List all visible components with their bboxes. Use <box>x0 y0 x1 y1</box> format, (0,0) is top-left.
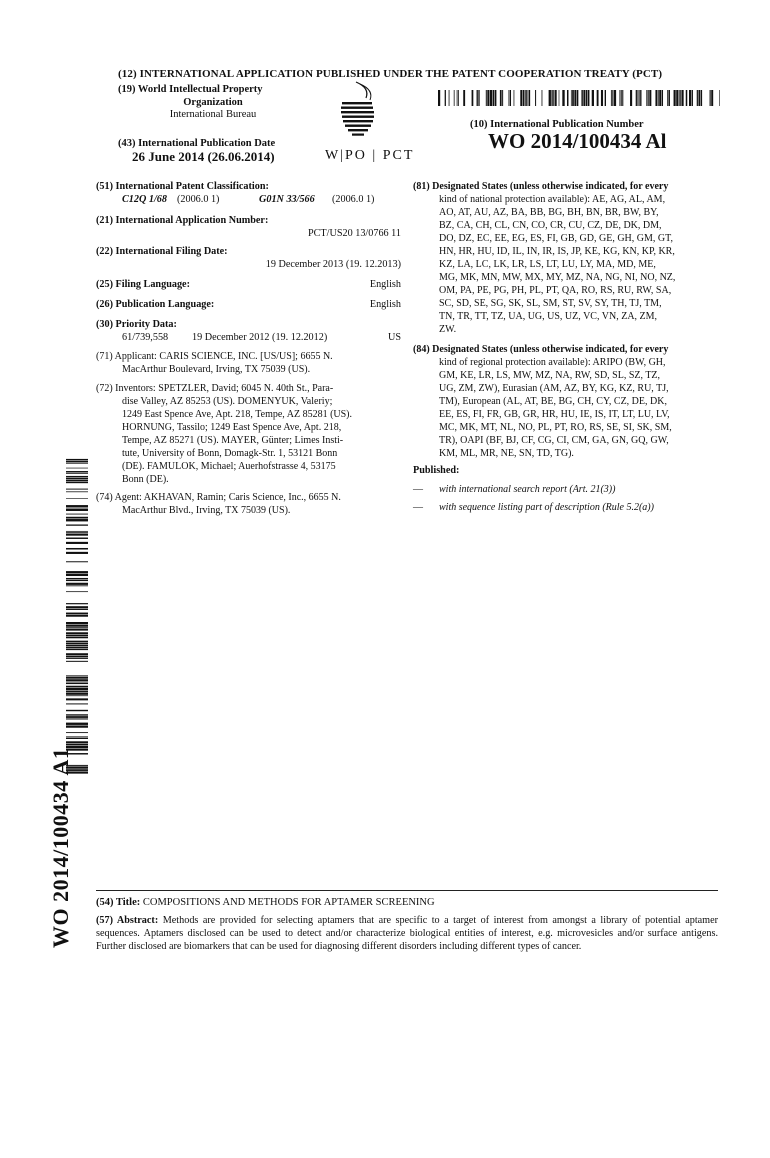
ipc-code-2: G01N 33/566 <box>259 194 315 205</box>
states-81-line: ZW. <box>439 324 457 335</box>
office-block <box>118 84 308 122</box>
side-publication-number-text: WO 2014/100434 A1 <box>48 747 73 948</box>
publication-date-label: (43) International Publication Date <box>118 138 276 149</box>
application-number: PCT/US20 13/0766 11 <box>307 228 401 240</box>
inventors-line: dise Valley, AZ 85253 (US). DOMENYUK, Valeriy; <box>122 396 333 407</box>
filing-date-label: (22) International Filing Date: <box>96 246 228 257</box>
barcode-icon <box>438 90 720 106</box>
published-dash: — <box>413 484 423 496</box>
states-81-line: SC, SD, SE, SG, SK, SL, SM, ST, SV, SY, TH, TJ, TM, <box>439 298 662 309</box>
ipc-code-1: C12Q 1/68 <box>122 194 167 205</box>
inventors-section <box>96 382 401 491</box>
states-84-line: TM), European (AL, AT, BE, BG, CH, CY, CZ, DE, DK, <box>439 396 667 407</box>
states-81-line: BZ, CA, CH, CL, CN, CO, CR, CU, CZ, DE, DK, DM, <box>439 220 662 231</box>
states-81-line: DO, DZ, EC, EE, EG, ES, FI, GB, GD, GE, GH, GM, GT, <box>439 233 673 244</box>
priority-date: 19 December 2012 (19. 12.2012) <box>192 332 328 343</box>
application-number-label: (21) International Application Number: <box>96 215 269 226</box>
inventors-line: 1249 East Spence Ave, Apt. 218, Tempe, AZ 85281 (US). <box>122 409 353 420</box>
priority-number: 61/739,558 <box>122 332 169 343</box>
published-item <box>413 483 717 496</box>
application-number-section <box>96 214 401 245</box>
published-dash: — <box>413 502 423 514</box>
filing-date: 19 December 2013 (19. 12.2013) <box>265 259 401 271</box>
inventors-line: tute, University of Bonn, Domagk-Str. 1, 53121 Bonn <box>122 448 338 459</box>
filing-language: English <box>369 279 401 290</box>
side-publication-number <box>48 747 96 1158</box>
publication-language-section <box>96 298 401 318</box>
ipc-section <box>96 180 401 214</box>
priority-label: (30) Priority Data: <box>96 319 177 330</box>
abstract-text: Methods are provided for selecting aptamers that are specific to a target of interest from amongst a library of potential aptamer sequences. Aptamers disclosed can be used to detect and/or characterize biological entities of interest, e.g. microvesicles and/or surface antigens. Further disclosed are biomarkers that can be used for diagnosing different disorders including different types of cancer. <box>96 915 719 952</box>
inventors-line: (DE). FAMULOK, Michael; Auerhofstrasse 4, 53175 <box>122 461 336 472</box>
published-label: Published: <box>413 465 460 476</box>
states-81-line: MG, MK, MN, MW, MX, MY, MZ, NA, NG, NI, NO, NZ, <box>439 272 676 283</box>
states-84-line: EE, ES, FI, FR, GB, GR, HR, HU, IE, IS, IT, LT, LU, LV, <box>439 409 670 420</box>
states-84-line: (84) Designated States (unless otherwise indicated, for every <box>413 344 669 355</box>
agent-line: (74) Agent: AKHAVAN, Ramin; Caris Science, Inc., 6655 N. <box>96 492 341 503</box>
states-84-line: kind of regional protection available): ARIPO (BW, GH, <box>439 357 666 368</box>
inventors-line: Tempe, AZ 85271 (US). MAYER, Günter; Limes Insti- <box>122 435 344 446</box>
filing-date-section <box>96 245 401 278</box>
wipo-logo-icon <box>336 80 386 142</box>
designated-states-81 <box>413 180 717 343</box>
ipc-year-2: (2006.0 1) <box>332 194 375 205</box>
side-barcode-icon <box>66 452 88 777</box>
states-81-line: HN, HR, HU, ID, IL, IN, IR, IS, JP, KE, KG, KN, KP, KR, <box>439 246 675 257</box>
published-section <box>413 464 717 514</box>
filing-language-section <box>96 278 401 298</box>
states-81-line: OM, PA, PE, PG, PH, PL, PT, QA, RO, RS, RU, RW, SA, <box>439 285 672 296</box>
ipc-label: (51) International Patent Classification: <box>96 181 269 192</box>
published-item-text: with sequence listing part of description (Rule 5.2(a)) <box>439 502 654 514</box>
inventors-line: HORNUNG, Tassilo; 1249 East Spence Ave, Apt. 218, <box>122 422 342 433</box>
abstract-label: (57) Abstract: <box>96 915 159 926</box>
invention-title: COMPOSITIONS AND METHODS FOR APTAMER SCREENING <box>142 897 435 908</box>
states-84-line: MC, MK, MT, NL, NO, PL, PT, RO, RS, SE, SI, SK, SM, <box>439 422 672 433</box>
states-84-line: TR), OAPI (BF, BJ, CF, CG, CI, CM, GA, GN, GQ, GW, <box>439 435 669 446</box>
publication-number: WO 2014/100434 Al <box>488 129 667 153</box>
priority-section <box>96 318 401 350</box>
filing-language-label: (25) Filing Language: <box>96 279 190 290</box>
states-84-line: UG, ZM, ZW), Eurasian (AM, AZ, BY, KG, KZ, RU, TJ, <box>439 383 669 394</box>
office-line-2: Organization <box>183 96 243 108</box>
office-line-1: (19) World Intellectual Property <box>118 84 263 95</box>
applicant-line: MacArthur Boulevard, Irving, TX 75039 (US). <box>122 364 311 375</box>
bibliographic-right-column <box>413 180 717 514</box>
abstract <box>96 914 718 953</box>
inventors-line: (72) Inventors: SPETZLER, David; 6045 N. 40th St., Para- <box>96 383 334 394</box>
title-line <box>96 897 435 908</box>
applicant-line: (71) Applicant: CARIS SCIENCE, INC. [US/US]; 6655 N. <box>96 351 333 362</box>
states-81-line: (81) Designated States (unless otherwise indicated, for every <box>413 181 669 192</box>
published-item-text: with international search report (Art. 21(3)) <box>439 484 616 496</box>
publication-date: 26 June 2014 (26.06.2014) <box>132 149 275 164</box>
wipo-pct-logo-text: W|PO | PCT <box>325 148 415 163</box>
published-item <box>413 501 717 514</box>
states-81-line: AO, AT, AU, AZ, BA, BB, BG, BH, BN, BR, BW, BY, <box>439 207 659 218</box>
treaty-header: (12) INTERNATIONAL APPLICATION PUBLISHED UNDER THE PATENT COOPERATION TREATY (PCT) <box>118 68 663 80</box>
publication-language-label: (26) Publication Language: <box>96 299 215 310</box>
states-84-line: KM, ML, MR, NE, SN, TD, TG). <box>439 448 574 459</box>
inventors-line: Bonn (DE). <box>122 474 169 485</box>
states-84-line: GM, KE, LR, LS, MW, MZ, NA, RW, SD, SL, SZ, TZ, <box>439 370 661 381</box>
title-label: (54) Title: <box>96 897 141 908</box>
ipc-year-1: (2006.0 1) <box>177 194 220 205</box>
designated-states-84 <box>413 343 717 464</box>
publication-number-label: (10) International Publication Number <box>470 119 644 130</box>
bibliographic-left-column <box>96 180 401 517</box>
agent-line: MacArthur Blvd., Irving, TX 75039 (US). <box>122 505 291 516</box>
divider <box>96 890 718 891</box>
applicant-section <box>96 350 401 382</box>
office-line-3: International Bureau <box>169 109 257 120</box>
states-81-line: kind of national protection available): AE, AG, AL, AM, <box>439 194 666 205</box>
publication-language: English <box>369 299 401 310</box>
states-81-line: KZ, LA, LC, LK, LR, LS, LT, LU, LY, MA, MD, ME, <box>439 259 656 270</box>
agent-section <box>96 491 401 517</box>
states-81-line: TN, TR, TT, TZ, UA, UG, US, UZ, VC, VN, ZA, ZM, <box>439 311 658 322</box>
priority-country: US <box>387 332 401 343</box>
